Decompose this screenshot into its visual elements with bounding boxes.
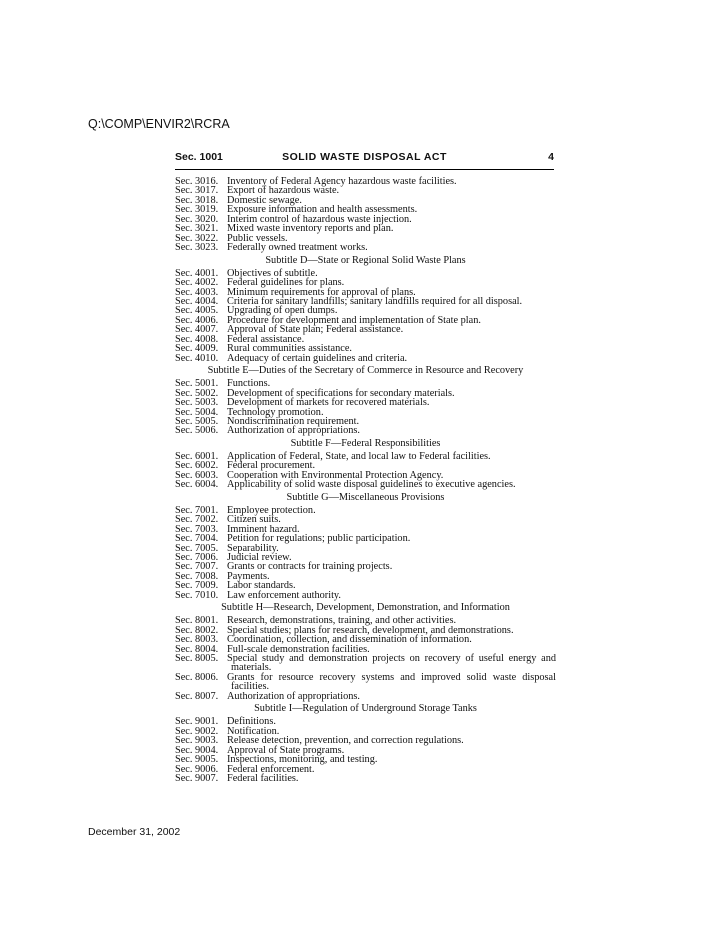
section-number: Sec. 3016. <box>175 176 219 187</box>
section-number: Sec. 8001. <box>175 615 219 627</box>
section-number: Sec. 4009. <box>175 343 219 355</box>
section-number: Sec. 7005. <box>175 542 219 554</box>
section-number: Sec. 5003. <box>175 397 219 409</box>
section-title: Exposure information and health assessments. <box>227 204 418 216</box>
section-title: Separability. <box>227 542 279 554</box>
section-title: Authorization of appropriations. <box>227 690 360 702</box>
section-title: Upgrading of open dumps. <box>227 305 338 317</box>
footer-date: December 31, 2002 <box>88 826 181 838</box>
toc-entry <box>175 654 556 673</box>
subtitle-heading: Subtitle F—Federal Responsibilities <box>290 437 441 449</box>
section-title: Judicial review. <box>227 551 292 563</box>
section-title: Procedure for development and implementation of State plan. <box>227 314 481 326</box>
header-title: SOLID WASTE DISPOSAL ACT <box>282 151 447 163</box>
section-title: Approval of State programs. <box>227 744 345 756</box>
section-number: Sec. 7004. <box>175 533 219 545</box>
section-number: Sec. 5002. <box>175 387 219 399</box>
section-title: Approval of State plan; Federal assistance. <box>227 324 404 336</box>
section-title: Technology promotion. <box>227 406 324 418</box>
section-number: Sec. 8007. <box>175 690 219 702</box>
section-title: Federal procurement. <box>227 460 316 472</box>
section-number: Sec. 7003. <box>175 523 219 535</box>
section-title: Federal facilities. <box>227 773 299 785</box>
section-title: Labor standards. <box>227 580 296 592</box>
section-number: Sec. 9002. <box>175 725 219 737</box>
section-title: Authorization of appropriations. <box>227 425 360 437</box>
section-title: Citizen suits. <box>227 514 281 526</box>
toc-entry <box>175 243 556 252</box>
header-section-ref: Sec. 1001 <box>175 151 223 163</box>
subtitle-heading: Subtitle I—Regulation of Underground Storage Tanks <box>254 703 477 715</box>
section-number: Sec. 3019. <box>175 204 219 216</box>
section-number: Sec. 3017. <box>175 185 219 197</box>
section-title: Grants or contracts for training projects. <box>227 561 393 573</box>
section-title: Research, demonstrations, training, and other activities. <box>227 615 457 627</box>
section-number: Sec. 3022. <box>175 232 219 244</box>
section-title: Law enforcement authority. <box>227 589 341 601</box>
section-title: Interim control of hazardous waste injection. <box>227 213 412 225</box>
section-number: Sec. 6004. <box>175 479 219 491</box>
section-title: Application of Federal, State, and local law to Federal facilities. <box>227 450 491 462</box>
section-number: Sec. 8004. <box>175 643 219 655</box>
section-title: Federal enforcement. <box>227 763 315 775</box>
section-number: Sec. 3023. <box>175 242 219 254</box>
section-title: Federal assistance. <box>227 333 305 345</box>
running-header <box>175 151 554 170</box>
section-number: Sec. 8005. <box>175 653 219 665</box>
section-number: Sec. 4001. <box>175 267 219 279</box>
section-number: Sec. 6002. <box>175 460 219 472</box>
section-number: Sec. 8006. <box>175 671 219 683</box>
section-title: Special study and demonstration projects on recovery of useful energy and materials. <box>227 653 556 674</box>
toc-entry <box>175 354 556 363</box>
document-path: Q:\COMP\ENVIR2\RCRA <box>88 117 230 131</box>
section-number: Sec. 5006. <box>175 425 219 437</box>
section-number: Sec. 7002. <box>175 514 219 526</box>
section-number: Sec. 3020. <box>175 213 219 225</box>
section-title: Full-scale demonstration facilities. <box>227 643 370 655</box>
section-title: Imminent hazard. <box>227 523 300 535</box>
section-title: Federally owned treatment works. <box>227 242 368 254</box>
section-number: Sec. 4003. <box>175 286 219 298</box>
section-title: Domestic sewage. <box>227 194 302 206</box>
section-number: Sec. 3018. <box>175 194 219 206</box>
section-title: Federal guidelines for plans. <box>227 277 345 289</box>
toc-entry <box>175 426 556 435</box>
section-number: Sec. 9007. <box>175 773 219 785</box>
section-number: Sec. 7007. <box>175 561 219 573</box>
section-number: Sec. 8003. <box>175 634 219 646</box>
toc-entry <box>175 774 556 783</box>
section-number: Sec. 9004. <box>175 744 219 756</box>
section-number: Sec. 4005. <box>175 305 219 317</box>
section-number: Sec. 7006. <box>175 551 219 563</box>
section-title: Criteria for sanitary landfills; sanitary landfills required for all disposal. <box>227 295 523 307</box>
section-title: Release detection, prevention, and correction regulations. <box>227 735 464 747</box>
section-title: Inspections, monitoring, and testing. <box>227 754 378 766</box>
section-title: Export of hazardous waste. <box>227 185 340 197</box>
section-title: Functions. <box>227 378 271 390</box>
section-number: Sec. 3021. <box>175 223 219 235</box>
section-title: Rural communities assistance. <box>227 343 352 355</box>
section-number: Sec. 6003. <box>175 469 219 481</box>
section-number: Sec. 4010. <box>175 352 219 364</box>
section-title: Special studies; plans for research, development, and demonstrations. <box>227 624 514 636</box>
section-number: Sec. 4008. <box>175 333 219 345</box>
section-title: Minimum requirements for approval of plans. <box>227 286 416 298</box>
subtitle-heading: Subtitle E—Duties of the Secretary of Commerce in Resource and Recovery <box>207 365 524 377</box>
toc-entry <box>175 480 556 489</box>
section-number: Sec. 4007. <box>175 324 219 336</box>
section-title: Adequacy of certain guidelines and criteria. <box>227 352 408 364</box>
section-number: Sec. 5005. <box>175 415 219 427</box>
toc-entry <box>175 673 556 692</box>
section-number: Sec. 7009. <box>175 580 219 592</box>
section-title: Development of markets for recovered materials. <box>227 397 430 409</box>
section-number: Sec. 9006. <box>175 763 219 775</box>
section-title: Cooperation with Environmental Protection Agency. <box>227 469 444 481</box>
section-title: Inventory of Federal Agency hazardous waste facilities. <box>227 176 457 187</box>
section-title: Coordination, collection, and dissemination of information. <box>227 634 472 646</box>
section-title: Objectives of subtitle. <box>227 267 318 279</box>
section-title: Payments. <box>227 570 270 582</box>
section-title: Nondiscrimination requirement. <box>227 415 360 427</box>
section-title: Grants for resource recovery systems and improved solid waste disposal facilities. <box>227 671 556 693</box>
section-title: Applicability of solid waste disposal guidelines to executive agencies. <box>227 479 516 491</box>
section-number: Sec. 5004. <box>175 406 219 418</box>
table-of-contents <box>175 177 556 783</box>
section-title: Public vessels. <box>227 232 288 244</box>
section-number: Sec. 9001. <box>175 716 219 728</box>
section-number: Sec. 7008. <box>175 570 219 582</box>
page-number: 4 <box>548 151 554 163</box>
section-title: Definitions. <box>227 716 276 728</box>
toc-entry <box>175 591 556 600</box>
section-title: Employee protection. <box>227 504 316 516</box>
subtitle-heading: Subtitle H—Research, Development, Demonstration, and Information <box>221 602 510 614</box>
section-title: Development of specifications for secondary materials. <box>227 387 455 399</box>
section-number: Sec. 6001. <box>175 450 219 462</box>
section-number: Sec. 8002. <box>175 624 219 636</box>
section-number: Sec. 4004. <box>175 295 219 307</box>
subtitle-heading: Subtitle D—State or Regional Solid Waste Plans <box>265 254 466 266</box>
section-number: Sec. 9005. <box>175 754 219 766</box>
section-number: Sec. 9003. <box>175 735 219 747</box>
section-number: Sec. 7010. <box>175 589 219 601</box>
section-number: Sec. 4006. <box>175 314 219 326</box>
section-title: Mixed waste inventory reports and plan. <box>227 223 394 235</box>
subtitle-heading: Subtitle G—Miscellaneous Provisions <box>286 491 445 503</box>
section-title: Petition for regulations; public participation. <box>227 533 411 545</box>
section-title: Notification. <box>227 725 280 737</box>
section-number: Sec. 7001. <box>175 504 219 516</box>
toc-entry <box>175 692 556 701</box>
section-number: Sec. 5001. <box>175 378 219 390</box>
section-number: Sec. 4002. <box>175 277 219 289</box>
